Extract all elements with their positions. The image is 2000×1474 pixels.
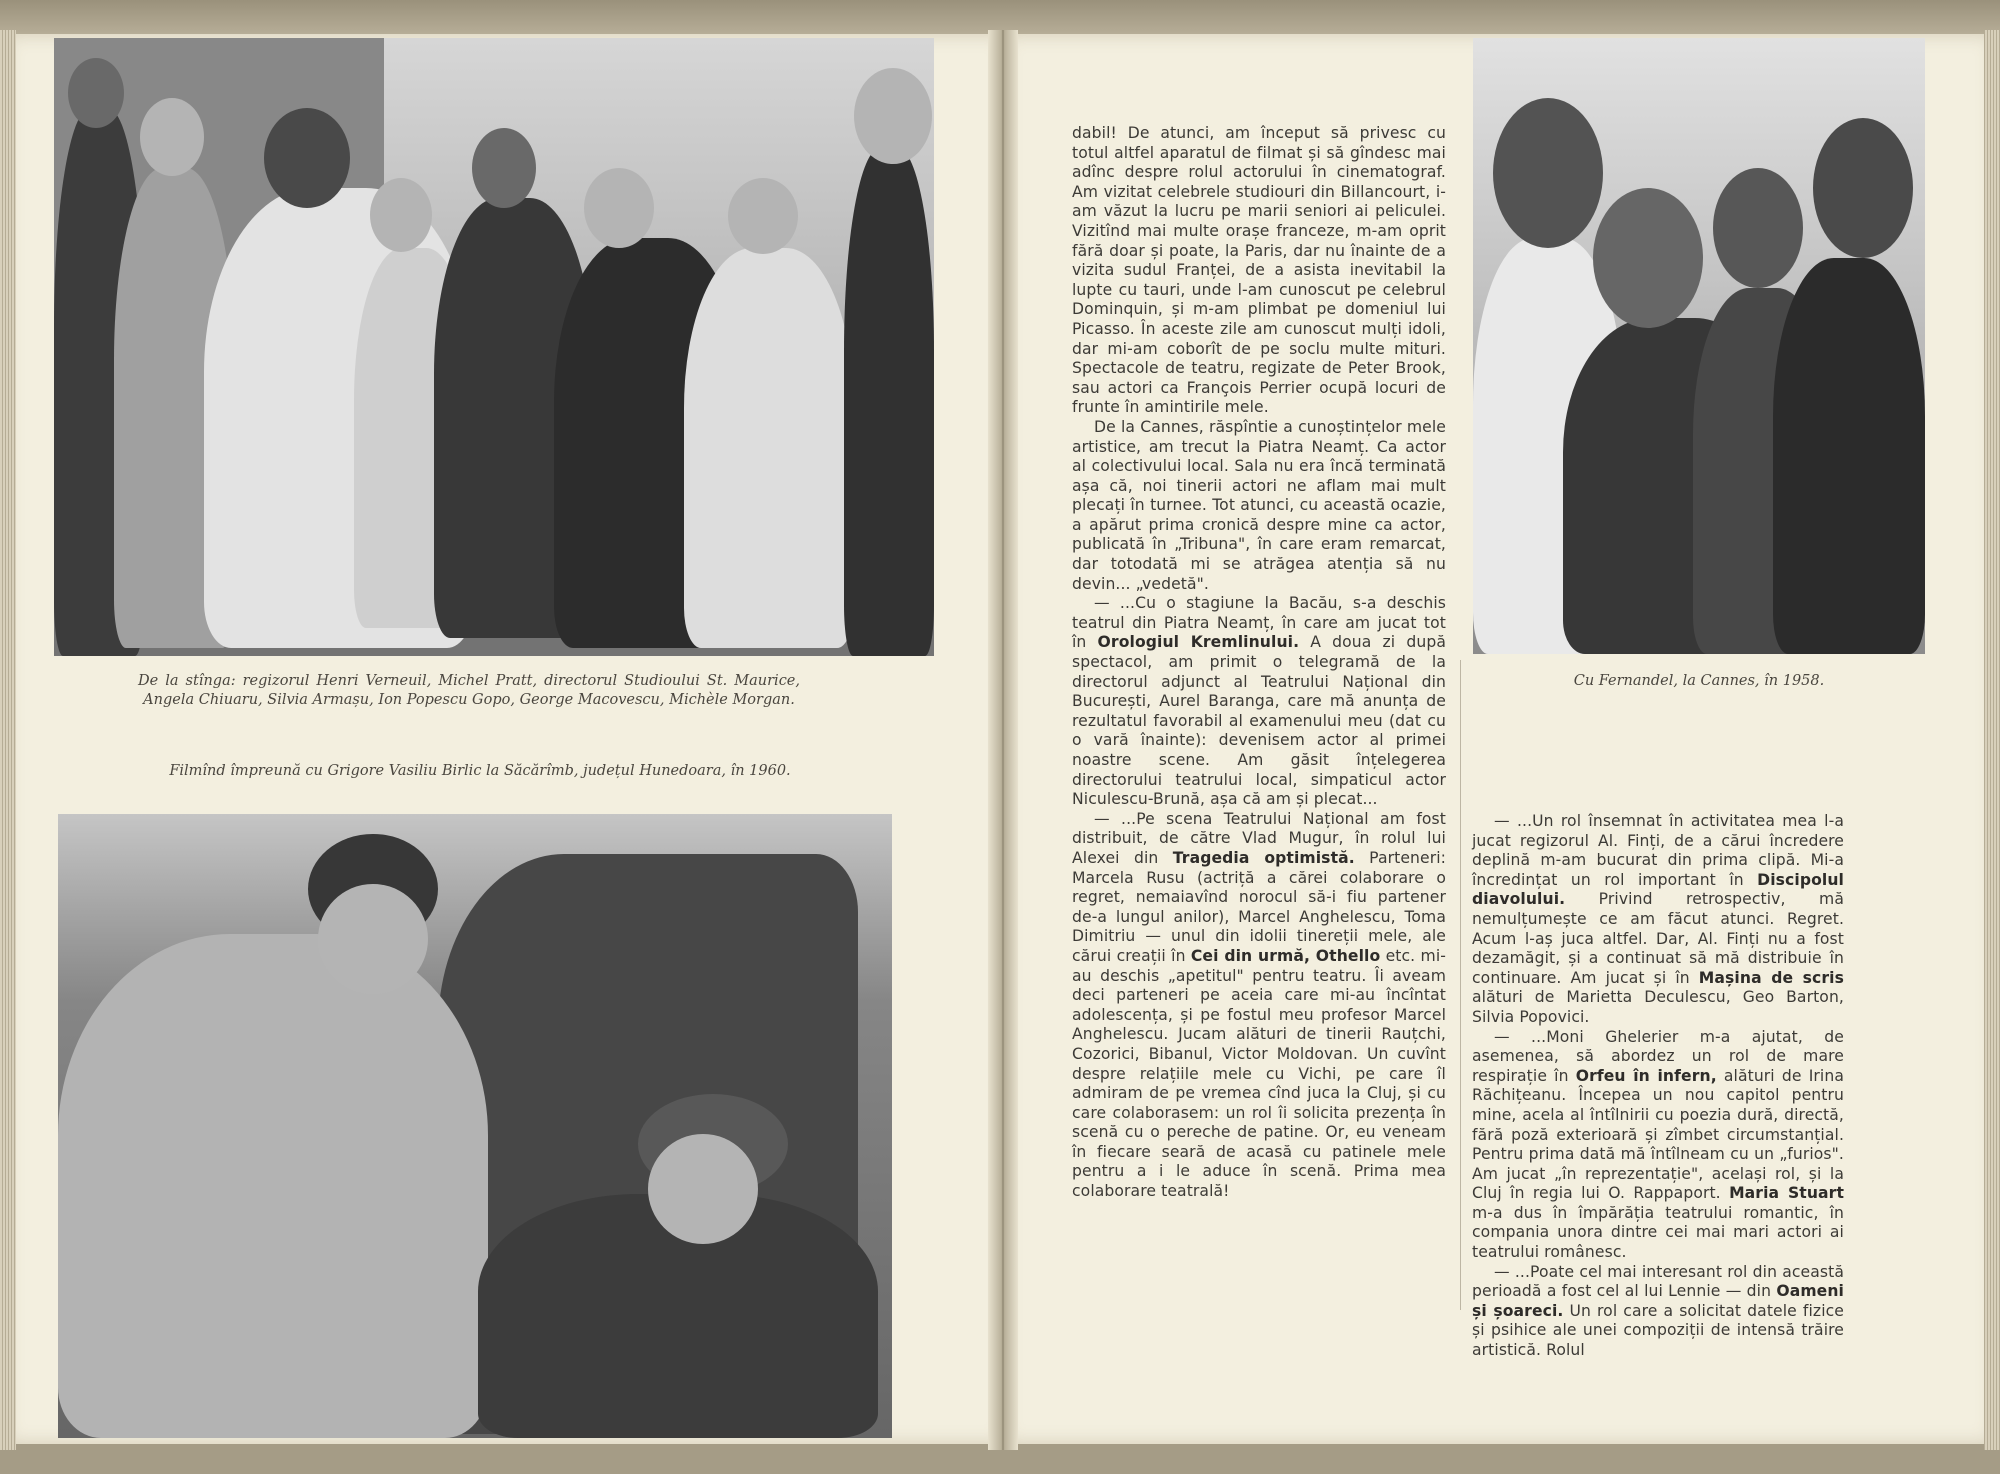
birlic-photo [58,814,892,1438]
person-head [140,98,204,176]
person-head [264,108,350,208]
page-edges-left [0,30,16,1450]
person-head [728,178,798,254]
person-head [1713,168,1803,288]
paragraph-text: — ...Cu o stagiune la Bacău, s-a deschis teatrul din Piatra Neamț, în care am jucat tot în [1072,594,1446,652]
paragraph-text: alături de Marietta Deculescu, Geo Barton, Silvia Popovici. [1472,988,1844,1026]
paragraph-text: — ...Poate cel mai interesant rol din această perioadă a fost cel al lui Lennie — din [1472,1262,1844,1301]
person-head [472,128,536,208]
book-binding-top [0,0,2000,34]
person-head [1493,98,1603,248]
group-photo [54,38,934,656]
person-head [370,178,432,252]
paragraph-text: Un rol care a solicitat datele fizice și psihice ale unei compoziții de intensă trăire artistică. Rolul [1472,1301,1844,1360]
paragraph-text: — ...Pe scena Teatrului Național am fost distribuit, de către Vlad Mugur, în rolul lui Alexei din [1072,809,1446,867]
paragraph-text: Privind retrospectiv, mă nemulțumește ce am făcut atunci. Regret. Acum l-aș juca altfel. Dar, Al. Finți nu a fost dezamăgit, și a continuat să mă distribuie în continuare. Am jucat și în [1472,890,1844,987]
book-gutter [988,30,1018,1450]
paragraph-text: Parteneri: Marcela Rusu (actriță a cărei colaborare o regret, nemaiavînd norocul să-i fiu partener de-a lungul anilor), Marcel Anghelescu, Toma Dimitriu — unul din idolii tinereții mele, ale cărui creații în [1072,848,1447,965]
play-title: Orologiul Kremlinului. [1097,633,1300,652]
person-head [1813,118,1913,258]
paragraph-text: etc. mi-au deschis „apetitul" pentru teatru. Îi aveam deci parteneri pe aceia care mi-au încîntat adolescența, și pe fostul meu profesor Marcel Anghelescu. Jucam alături de tinerii Rauțchi, Cozorici, Bibanul, Victor Moldovan. Un cuvînt despre relațiile mele cu Vichi, pe care îl admiram de pe vremea cînd juca la Cluj, și cu care colaborasem: un rol îi solicita prezența în scenă cu o pereche de patine. Or, eu veneam în fiecare seară de acasă cu patinele mele pentru a i le aduce în scenă. Prima mea colaborare teatrală! [1072,946,1446,1201]
play-title: Mașina de scris [1698,968,1844,987]
article-column-middle [1072,124,1446,1202]
paragraph [1472,1263,1844,1361]
person-head [584,168,654,248]
paragraph: De la Cannes, răspîntie a cunoștințelor mele artistice, am trecut la Piatra Neamț. Ca actor al colectivului local. Sala nu era încă terminată așa că, noi tinerii actori ne aflam mai mult plecați în turnee. Tot atunci, cu această ocazie, a apărut prima cronică despre mine ca actor, publicată în „Tribuna", în care eram remarcat, dar totodată mi se atrăgea atenția să nu devin... „vedetă". [1072,417,1446,593]
play-title: Oameni și șoareci. [1472,1282,1844,1320]
play-title: Tragedia optimistă. [1172,848,1355,867]
person-head [854,68,932,164]
paragraph [1072,810,1446,1202]
paragraph-text: A doua zi după spectacol, am primit o telegramă de la directorul adjunct al Teatrului Național din București, Aurel Baranga, care mă anunța de rezultatul favorabil al examenului meu (dat cu o vară înainte): devenisem actor al primei noastre scene. Am găsit înțelegerea directorului teatrului local, simpaticul actor Niculescu-Brună, așa că am și plecat... [1072,633,1446,809]
paragraph-text: — ...Un rol însemnat în activitatea mea l-a jucat regizorul Al. Finți, de a cărui încredere deplină m-am bucurat din prima clipă. Mi-a încredințat un rol important în [1472,812,1844,889]
column-divider [1460,660,1461,1310]
paragraph [1472,1028,1844,1263]
person-head [68,58,124,128]
person-silhouette [1773,258,1925,654]
person-silhouette [684,248,854,648]
person-head [648,1134,758,1244]
play-title: Cei din urmă, Othello [1190,946,1381,965]
person-head [318,884,428,994]
paragraph [1072,594,1446,810]
paragraph-text: alături de Irina Răchițeanu. Începea un nou capitol pentru mine, acela al întîlnirii cu poezia dură, directă, fără poză exterioară și zîmbet circumstanțial. Pentru prima dată mă întîlneam cu un „furios". Am jucat „în reprezentație", același rol, și la Cluj în regia lui O. Rappaport. [1472,1066,1844,1203]
play-title: Orfeu în infern, [1575,1066,1717,1085]
paragraph: dabil! De atunci, am început să privesc cu totul altfel aparatul de filmat și să gîndesc mai adînc despre rolul actorului în cinematograf. Am vizitat celebrele studiouri din Billancourt, i-am văzut la lucru pe marii seniori ai peliculei. Vizitînd mai multe orașe franceze, m-am oprit fără doar și poate, la Paris, dar nu înainte de a vizita sudul Franței, de a asista inevitabil la lupte cu tauri, unde l-am cunoscut pe celebrul Dominquin, și m-am plimbat pe domeniul lui Picasso. În aceste zile am cunoscut mulți idoli, dar mi-am coborît de pe soclu multe mituri. Spectacole de teatru, regizate de Peter Brook, sau actori ca François Perrier ocupă locuri de frunte în amintirile mele. [1072,124,1446,417]
person-head [1593,188,1703,328]
person-silhouette [844,148,934,656]
paragraph [1472,812,1844,1028]
birlic-photo-caption: Filmînd împreună cu Grigore Vasiliu Birlic la Săcărîmb, județul Hunedoara, în 1960. [169,763,791,779]
article-column-right [1472,812,1844,1361]
group-photo-caption: De la stînga: regizorul Henri Verneuil, Michel Pratt, directorul Studioului St. Maurice, Angela Chiuaru, Silvia Armașu, Ion Popescu Gopo, George Macovescu, Michèle Morgan. [138,673,800,708]
play-title: Discipolul diavolului. [1472,870,1844,909]
fernandel-photo [1473,38,1925,654]
fernandel-photo-caption: Cu Fernandel, la Cannes, în 1958. [1573,673,1825,689]
play-title: Maria Stuart [1729,1184,1845,1203]
paragraph-text: — ...Moni Ghelerier m-a ajutat, de asemenea, să abordez un rol de mare respirație în [1472,1027,1844,1085]
person-silhouette [58,934,488,1438]
page-edges-right [1984,30,2000,1450]
paragraph-text: m-a dus în împărăția teatrului romantic, în compania unora dintre cei mai mari actori ai teatrului românesc. [1472,1203,1844,1262]
